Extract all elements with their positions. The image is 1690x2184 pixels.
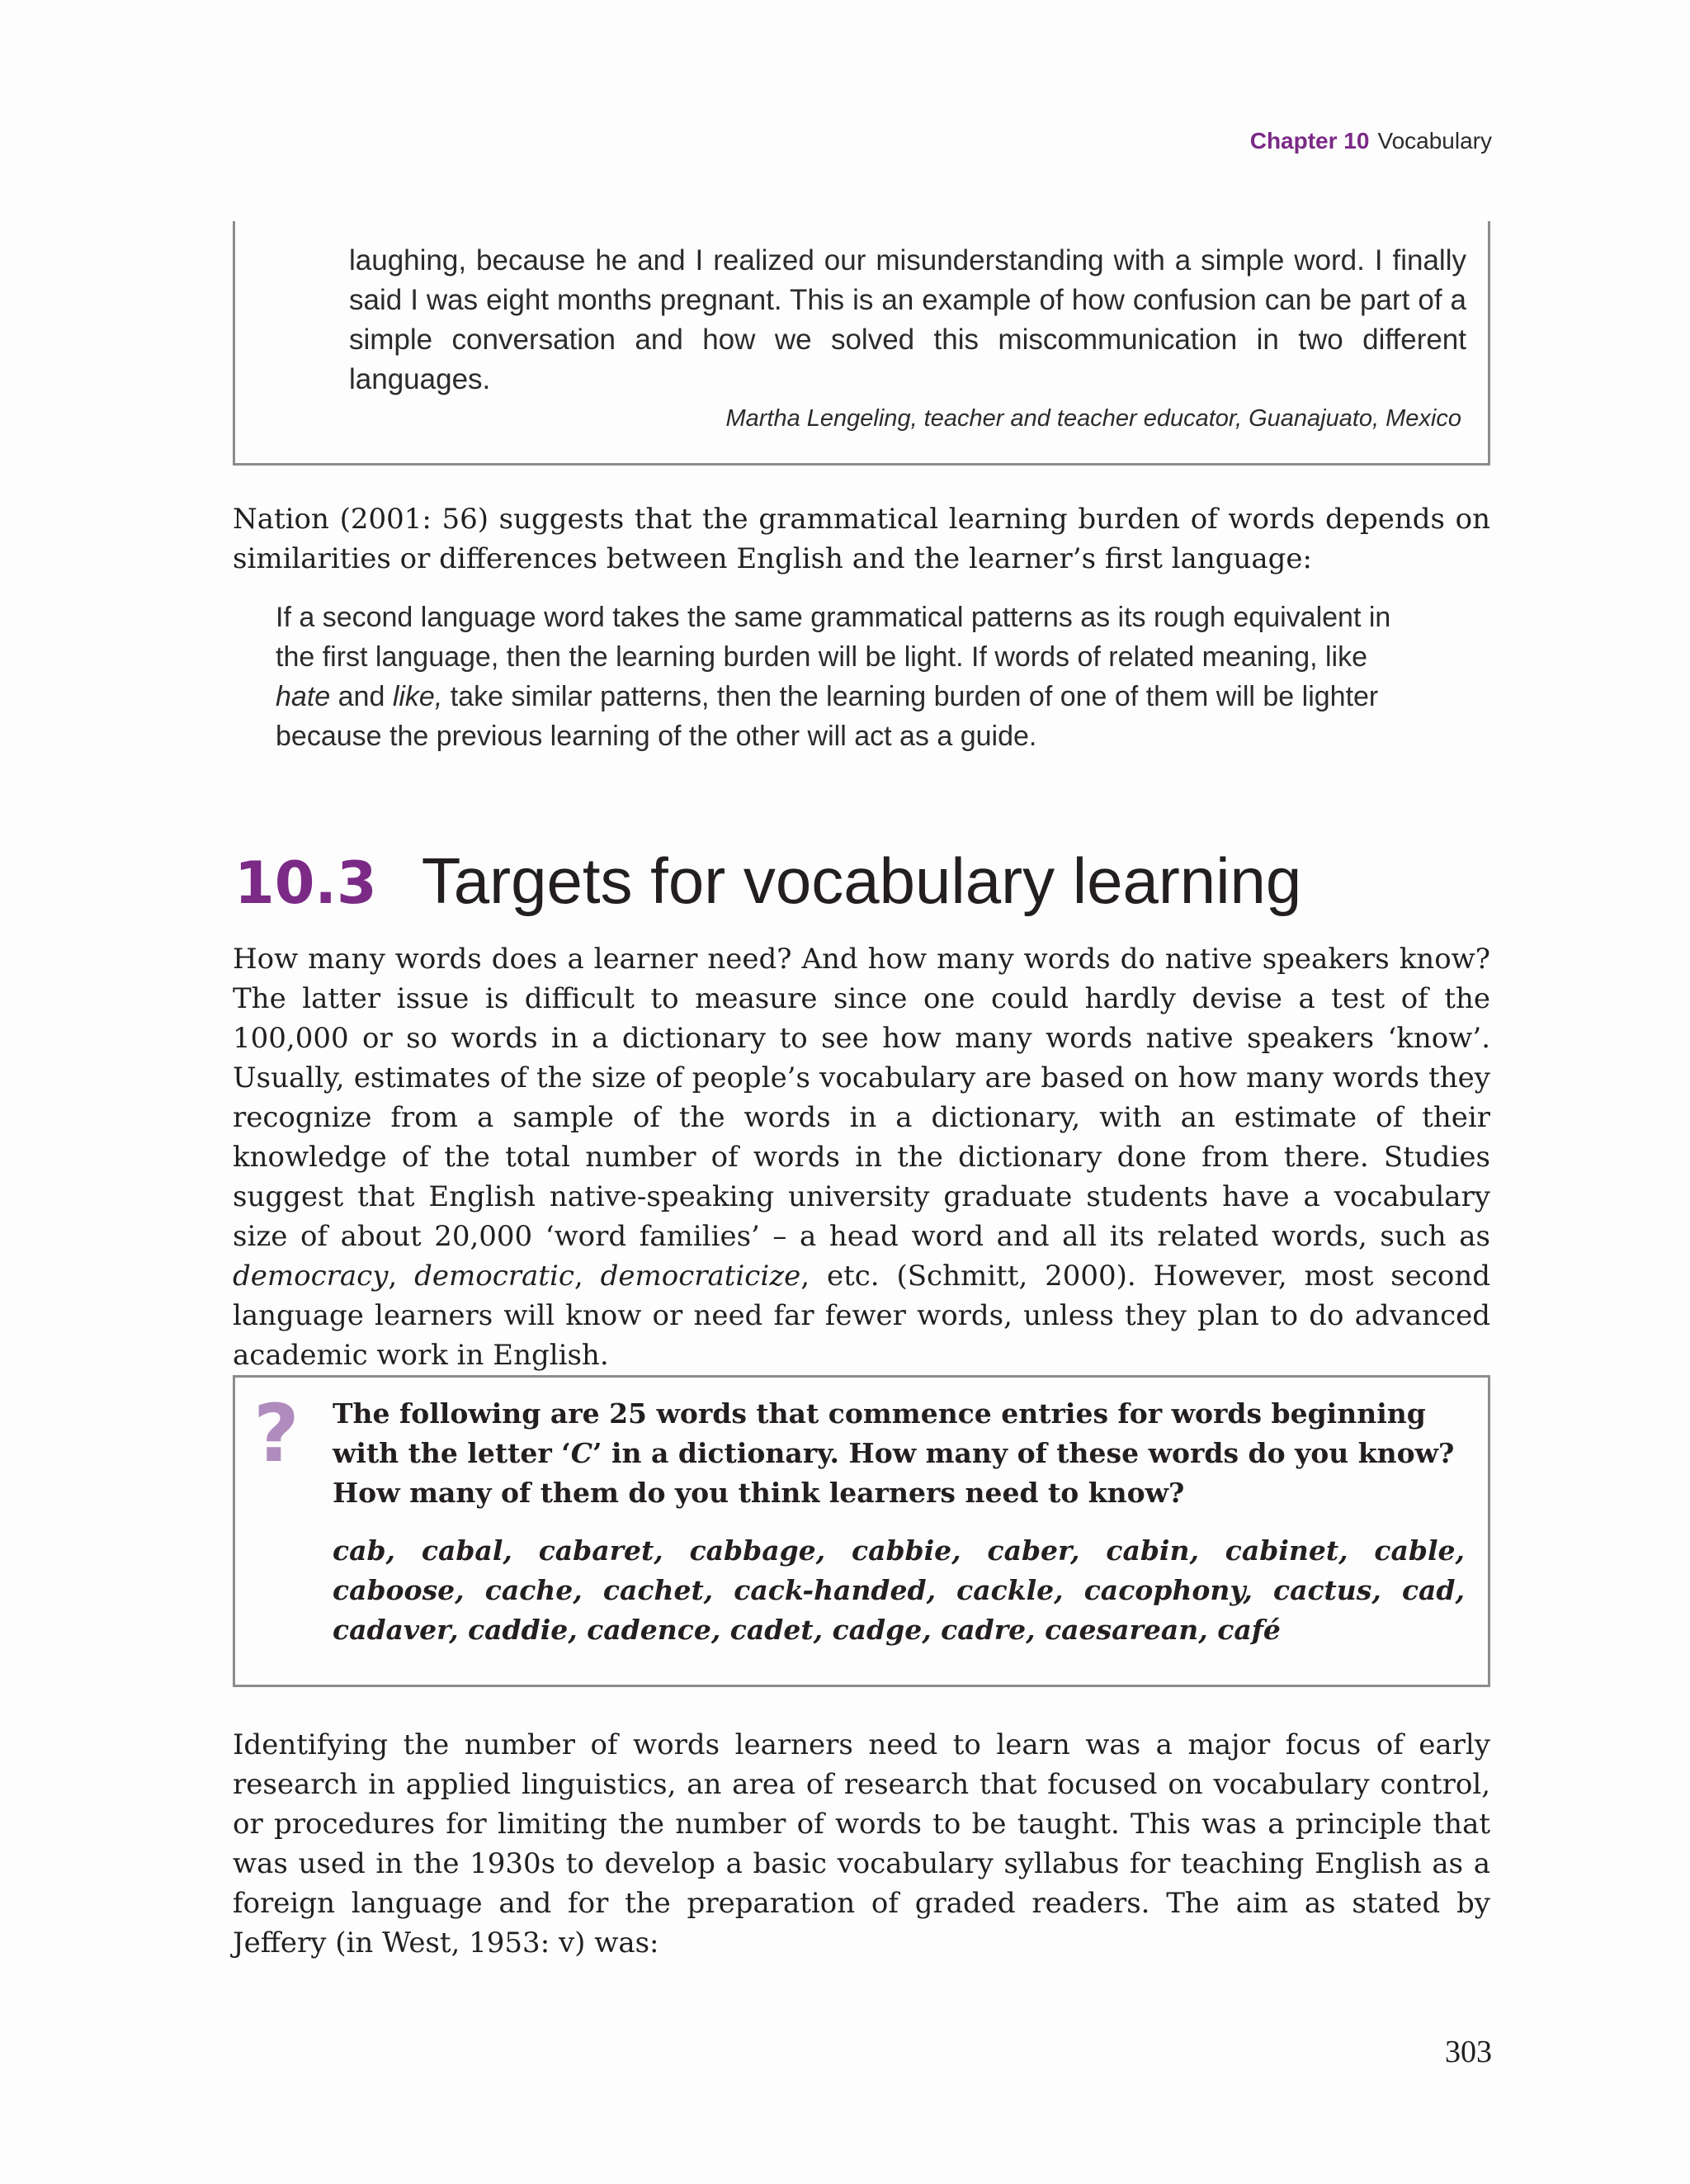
paragraph-targets-text-2: , etc. (Schmitt, 2000). However, most second language learners will know or need far fewer words, unless they plan to do advanced academic work in English. xyxy=(233,1260,1490,1372)
paragraph-targets xyxy=(233,939,1490,1375)
question-prompt-text-1: The following are 25 words that commence entries for words beginning with the letter ‘ xyxy=(333,1397,1426,1469)
chapter-title: Vocabulary xyxy=(1377,128,1492,154)
paragraph-targets-emphasis-democratic: democratic xyxy=(414,1260,574,1293)
quote-text-3: take similar patterns, then the learning burden of one of them will be lighter because the previous learning of the other will act as a guide. xyxy=(276,681,1379,752)
quote-emphasis-hate: hate xyxy=(276,681,331,712)
paragraph-targets-text-1: How many words does a learner need? And how many words do native speakers know? The latter issue is difficult to measure since one could hardly devise a test of the 100,000 or so words in a dictionary to see how many words native speakers ‘know’. Usually, estimates of the size of people’s vocabulary are based on how many words they recognize from a sample of the words in a dictionary, with an estimate of their knowledge of the total number of words in the dictionary done from there. Studies suggest that English native-speaking university graduate students have a vocabulary size of about 20,000 ‘word families’ – a head word and all its related words, such as xyxy=(233,943,1490,1253)
paragraph-targets-emphasis-democraticize: democraticize xyxy=(600,1260,801,1293)
separator: , xyxy=(388,1260,415,1293)
separator: , xyxy=(574,1260,601,1293)
paragraph-targets-emphasis-democracy: democracy xyxy=(233,1260,389,1293)
running-head xyxy=(1250,128,1492,154)
paragraph-nation: Nation (2001: 56) suggests that the grammatical learning burden of words depends on similarities or differences between English and the learner’s first language: xyxy=(233,503,1490,575)
chapter-label: Chapter 10 xyxy=(1249,128,1370,154)
question-box xyxy=(233,1375,1490,1687)
question-mark-icon: ? xyxy=(253,1387,300,1480)
paragraph-identifying: Identifying the number of words learners need to learn was a major focus of early research in applied linguistics, an area of research that focused on vocabulary control, or procedures for limiting the number of words to be taught. This was a principle that was used in the 1930s to develop a basic vocabulary syllabus for teaching English as a foreign language and for the preparation of graded readers. The aim as stated by Jeffery (in West, 1953: v) was: xyxy=(233,1728,1490,1959)
quote-text-2: and xyxy=(330,681,393,712)
quote-text-1: If a second language word takes the same grammatical patterns as its rough equivalent in the first language, then the learning burden will be light. If words of related meaning, like xyxy=(276,602,1391,673)
story-box xyxy=(233,221,1490,466)
question-prompt-emphasis-c: C xyxy=(570,1437,593,1469)
story-attribution: Martha Lengeling, teacher and teacher educator, Guanajuato, Mexico xyxy=(725,405,1461,432)
block-quote xyxy=(276,598,1424,756)
question-prompt xyxy=(333,1394,1465,1513)
section-number: 10.3 xyxy=(234,849,377,917)
quote-emphasis-like: like, xyxy=(392,681,443,712)
question-prompt-text-2: ’ in a dictionary. How many of these words do you know? How many of them do you think learners need to know? xyxy=(333,1437,1455,1509)
story-text: laughing, because he and I realized our misunderstanding with a simple word. I finally said I was eight months pregnant. This is an example of how confusion can be part of a simple conversation and how we solved this miscommunication in two different languages. xyxy=(349,244,1466,395)
question-word-list: cab, cabal, cabaret, cabbage, cabbie, caber, cabin, cabinet, cable, caboose, cache, cachet, cack-handed, cackle, cacophony, cactus, cad, cadaver, caddie, cadence, cadet, cadge, cadre, caesarean, café xyxy=(333,1534,1465,1646)
section-heading xyxy=(234,844,1301,919)
section-title: Targets for vocabulary learning xyxy=(421,844,1302,917)
page-number: 303 xyxy=(1445,2035,1492,2069)
